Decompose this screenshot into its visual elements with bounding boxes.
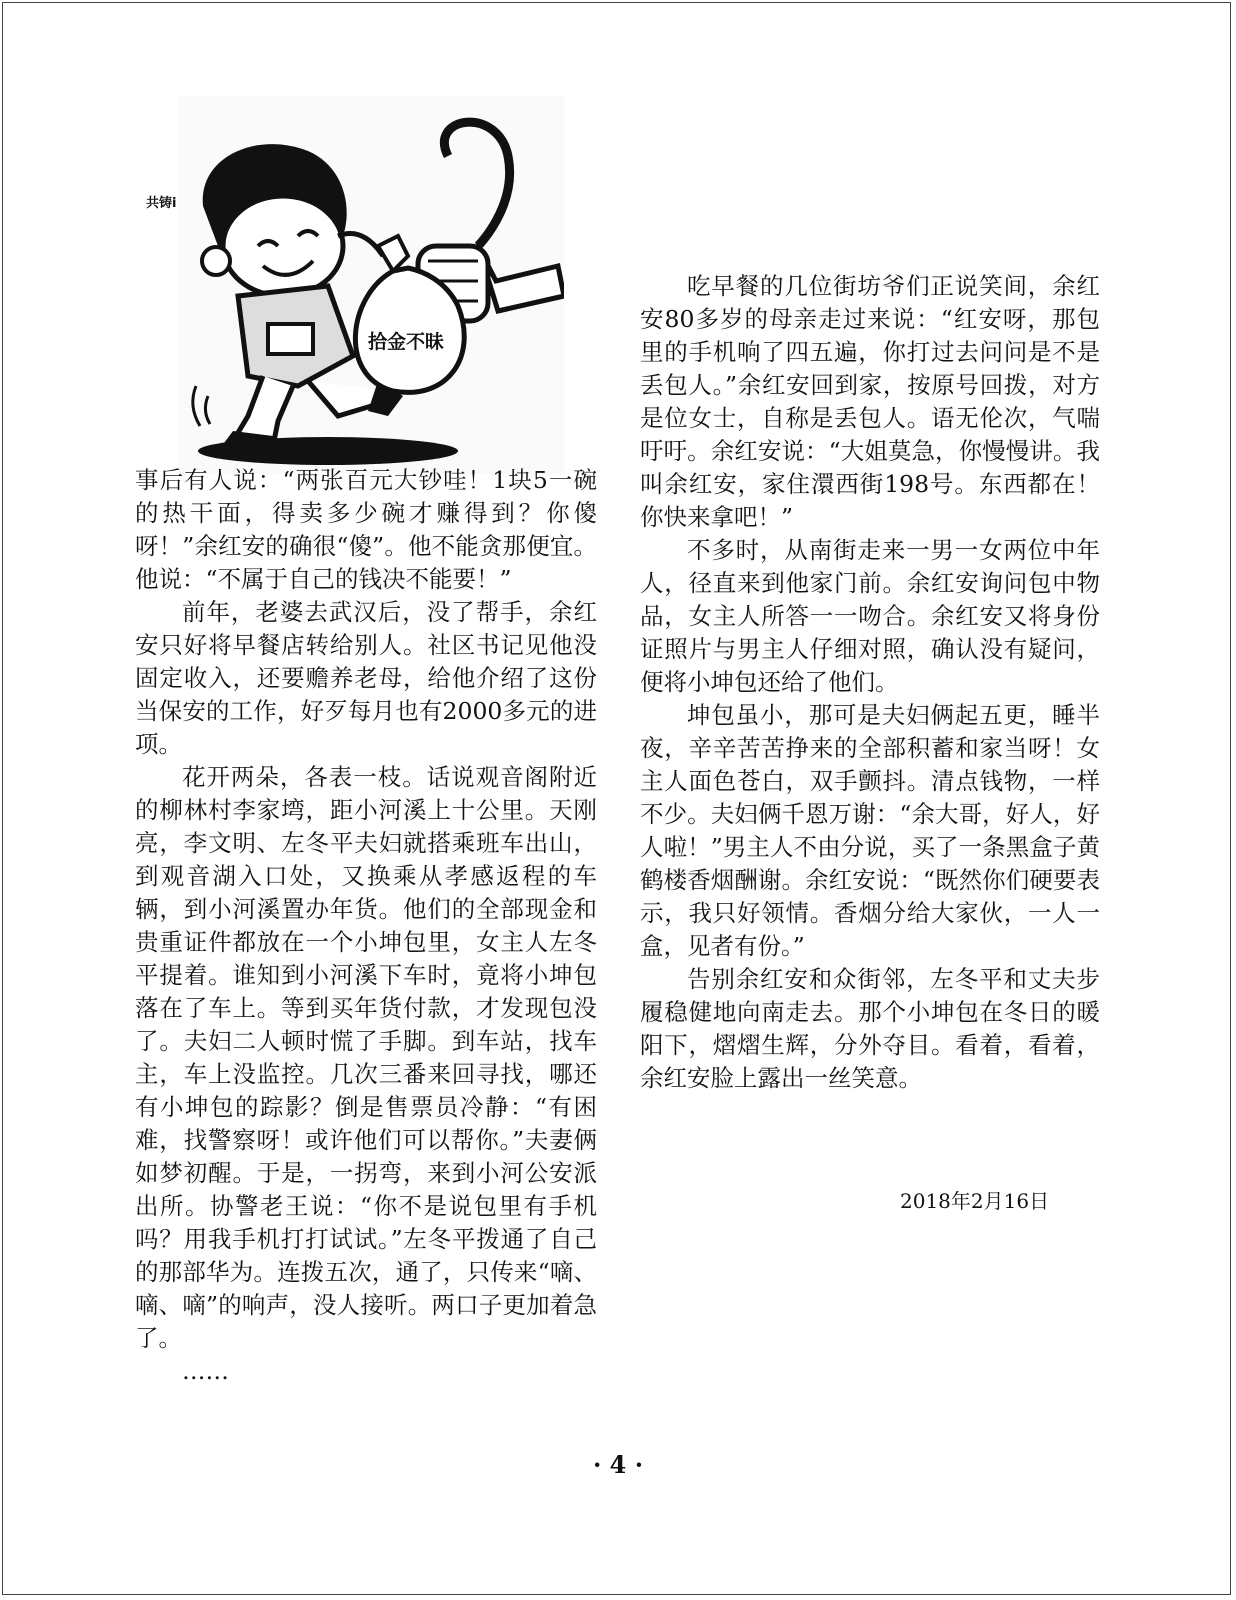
article-date: 2018年2月16日 <box>900 1189 1050 1213</box>
left-column <box>135 464 597 1388</box>
paragraph: 不多时，从南街走来一男一女两位中年人，径直来到他家门前。余红安询问包中物品，女主人所答一一吻合。余红安又将身份证照片与男主人仔细对照，确认没有疑问，便将小坤包还给了他们。 <box>640 536 1100 696</box>
paragraph: 花开两朵，各表一枝。话说观音阁附近的柳林村李家塆，距小河溪上十公里。天刚亮，李文明、左冬平夫妇就搭乘班车出山，到观音湖入口处，又换乘从孝感返程的车辆，到小河溪置办年货。他们的全部现金和贵重证件都放在一个小坤包里，女主人左冬平提着。谁知到小河溪下车时，竟将小坤包落在了车上。等到买年货付款，才发现包没了。夫妇二人顿时慌了手脚。到车站，找车主，车上没监控。几次三番来回寻找，哪还有小坤包的踪影？倒是售票员冷静：“有困难，找警察呀！或许他们可以帮你。”夫妻俩如梦初醒。于是，一拐弯，来到小河公安派出所。协警老王说：“你不是说包里有手机吗？用我手机打打试试。”左冬平拨通了自己的那部华为。连拨五次，通了，只传来“嘀、嘀、嘀”的响声，没人接听。两口子更加着急了。 <box>135 763 597 1352</box>
paragraph: 吃早餐的几位街坊爷们正说笑间，余红安80多岁的母亲走过来说：“红安呀，那包里的手机响了四五遍，你打过去问问是不是丢包人。”余红安回到家，按原号回拨，对方是位女士，自称是丢包人。语无伦次，气喘吁吁。余红安说：“大姐莫急，你慢慢讲。我叫余红安，家住澴西街198号。东西都在！你快来拿吧！” <box>640 272 1100 531</box>
paragraph: 前年，老婆去武汉后，没了帮手，余红安只好将早餐店转给别人。社区书记见他没固定收入，还要赡养老母，给他介绍了这份当保安的工作，好歹每月也有2000多元的进项。 <box>135 598 597 758</box>
paragraph: 告别余红安和众街邻，左冬平和丈夫步履稳健地向南走去。那个小坤包在冬日的暖阳下，熠熠生辉，分外夺目。看着，看着，余红安脸上露出一丝笑意。 <box>640 965 1100 1092</box>
cartoon-illustration <box>178 96 564 474</box>
ellipsis: …… <box>182 1357 229 1385</box>
paragraph: 坤包虽小，那可是夫妇俩起五更，睡半夜，辛辛苦苦挣来的全部积蓄和家当呀！女主人面色苍白，双手颤抖。清点钱物，一样不少。夫妇俩千恩万谢：“余大哥，好人，好人啦！”男主人不由分说，买了一条黑盒子黄鹤楼香烟酬谢。余红安说：“既然你们硬要表示，我只好领情。香烟分给大家伙，一人一盒，见者有份。” <box>640 701 1100 960</box>
paragraph: 事后有人说：“两张百元大钞哇！1块5一碗的热干面，得卖多少碗才赚得到？你傻呀！”余红安的确很“傻”。他不能贪那便宜。他说：“不属于自己的钱决不能要！” <box>135 466 597 593</box>
bag-label: 拾金不昧 <box>368 331 445 353</box>
illustration-cut-label: 共铸i <box>146 196 177 211</box>
page-number: · 4 · <box>592 1450 644 1479</box>
right-column <box>640 270 1100 1095</box>
